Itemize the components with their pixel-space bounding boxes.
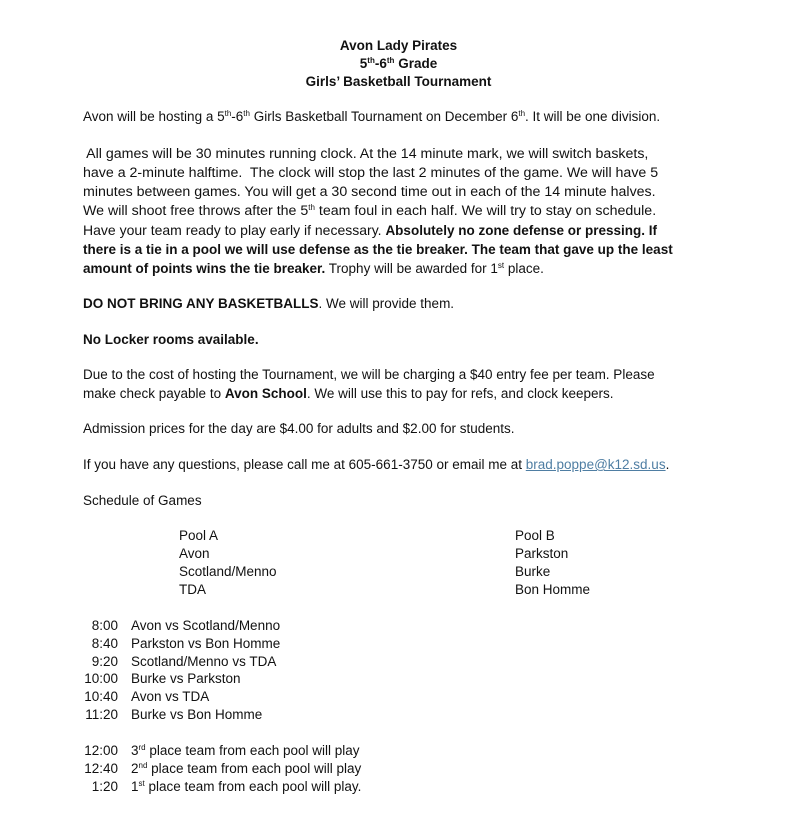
final-sup: st — [138, 778, 145, 788]
pool-team: Avon — [179, 546, 210, 561]
rules-line: All games will be 30 minutes running clock. At the 14 minute mark, we will switch baskets, — [83, 146, 649, 162]
pool-team: TDA — [179, 582, 206, 597]
rules-line: minutes between games. You will get a 30 second time out in each of the 14 minute halves. — [83, 184, 656, 200]
final-row — [83, 778, 361, 796]
final-time: 12:40 — [84, 760, 118, 776]
final-desc — [131, 760, 361, 778]
rules-line — [83, 202, 713, 221]
game-row — [83, 688, 280, 706]
schedule-heading: Schedule of Games — [83, 493, 202, 508]
final-sup: rd — [138, 743, 146, 752]
final-time: 1:20 — [91, 778, 118, 794]
grade-text: Grade — [394, 56, 438, 71]
game-time: 10:40 — [84, 689, 118, 705]
grade-sup: th — [386, 56, 395, 65]
title-tournament: Girls’ Basketball Tournament — [305, 74, 492, 89]
entry-bold: Avon School — [224, 385, 307, 401]
final-desc — [131, 778, 361, 796]
grade-text: 5 — [359, 56, 368, 71]
game-match: Avon vs Scotland/Menno — [131, 618, 281, 633]
locker-notice — [83, 331, 713, 350]
contact-paragraph — [83, 456, 713, 475]
basketballs-bold: DO NOT BRING ANY BASKETBALLS — [83, 296, 319, 311]
entry-text: make check payable to — [83, 385, 225, 401]
final-text: place team from each pool will play — [147, 760, 362, 776]
entry-line — [83, 385, 713, 404]
pool-b-title: Pool B — [515, 528, 555, 543]
game-match: Burke vs Parkston — [131, 671, 241, 687]
contact-text: . — [665, 457, 670, 472]
rules-bold-text: Absolutely no zone defense or pressing. If — [385, 223, 657, 238]
rules-text: Have your team ready to play early if necessary. — [83, 222, 386, 238]
final-text: place team from each pool will play. — [144, 778, 362, 794]
pool-team: Burke — [515, 564, 551, 579]
title-grade — [0, 55, 797, 73]
game-row — [83, 635, 280, 653]
final-row — [83, 760, 361, 778]
rules-text: Trophy will be awarded for 1 — [325, 261, 498, 276]
final-sup: nd — [138, 760, 148, 770]
game-row — [83, 617, 280, 635]
pool-team: Parkston — [515, 546, 569, 561]
pool-a-title: Pool A — [179, 528, 219, 543]
rules-text: We will shoot free throws after the 5 — [83, 203, 309, 219]
grade-text: -6 — [374, 56, 387, 71]
rules-paragraph — [83, 145, 713, 278]
intro-sup: th — [224, 109, 232, 118]
admission-paragraph: Admission prices for the day are $4.00 for adults and $2.00 for students. — [83, 421, 515, 436]
pool-b-list — [515, 527, 590, 599]
final-place: 3 — [131, 743, 139, 758]
intro-text: Avon will be hosting a 5 — [83, 109, 225, 124]
rules-text: team foul in each half. We will try to stay on schedule. — [314, 203, 657, 219]
basketballs-notice — [83, 295, 713, 314]
rules-bold-text: there is a tie in a pool we will use defense as the tie breaker. The team that gave up the least — [83, 242, 673, 257]
rules-text: place. — [504, 261, 544, 276]
entry-fee-paragraph — [83, 366, 713, 403]
final-text: place team from each pool will play — [145, 743, 360, 758]
intro-sup: th — [518, 109, 526, 118]
pool-games-schedule — [83, 617, 280, 724]
final-row — [83, 742, 361, 760]
game-row — [83, 706, 280, 724]
game-row — [83, 653, 280, 671]
locker-text: No Locker rooms available. — [83, 332, 259, 347]
game-match: Avon vs TDA — [131, 689, 210, 705]
pool-a-list — [179, 527, 277, 599]
intro-text: Girls Basketball Tournament on December 6 — [249, 109, 519, 124]
title-school: Avon Lady Pirates — [339, 38, 458, 53]
intro-paragraph — [83, 108, 713, 127]
final-time: 12:00 — [84, 743, 118, 758]
game-time: 8:00 — [91, 618, 118, 633]
rules-line — [83, 240, 713, 259]
game-match: Scotland/Menno vs TDA — [131, 653, 277, 669]
game-match: Parkston vs Bon Homme — [131, 635, 281, 651]
entry-line: Due to the cost of hosting the Tournament, we will be charging a $40 entry fee per team. Please — [83, 367, 655, 382]
basketballs-text: . We will provide them. — [318, 296, 455, 311]
game-match: Burke vs Bon Homme — [131, 706, 263, 722]
game-time: 10:00 — [84, 671, 118, 687]
game-time: 11:20 — [85, 706, 118, 722]
grade-sup: th — [367, 56, 375, 65]
email-link[interactable]: brad.poppe@k12.sd.us — [525, 457, 666, 472]
game-time: 8:40 — [91, 635, 118, 651]
final-desc — [131, 742, 360, 760]
rules-line: have a 2-minute halftime. The clock will stop the last 2 minutes of the game. We will have 5 — [83, 165, 659, 181]
rules-sup: th — [308, 203, 315, 212]
rules-line — [83, 259, 713, 278]
rules-sup: st — [497, 261, 505, 270]
intro-sup: th — [243, 109, 250, 118]
rules-bold-text: amount of points wins the tie breaker. — [83, 261, 326, 276]
game-row — [83, 670, 280, 688]
pool-team: Bon Homme — [515, 582, 591, 597]
pool-team: Scotland/Menno — [179, 564, 277, 579]
intro-text: . It will be one division. — [525, 109, 661, 124]
finals-schedule — [83, 742, 361, 795]
intro-text: -6 — [231, 109, 244, 124]
final-place: 2 — [131, 760, 139, 776]
entry-text: . We will use this to pay for refs, and clock keepers. — [306, 385, 614, 401]
rules-line — [83, 221, 713, 240]
contact-text: If you have any questions, please call me at 605-661-3750 or email me at — [83, 457, 526, 472]
final-place: 1 — [131, 778, 139, 794]
game-time: 9:20 — [91, 653, 118, 669]
